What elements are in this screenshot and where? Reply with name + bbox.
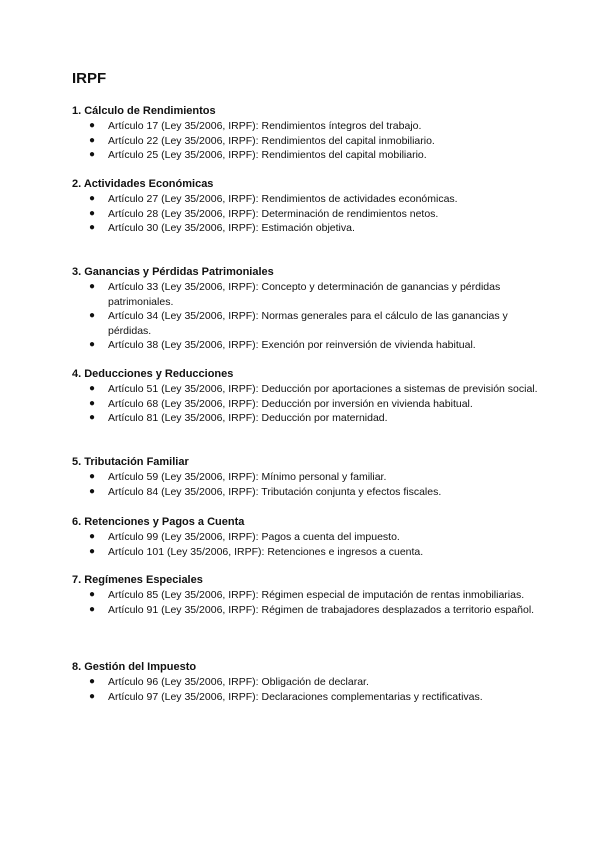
bullet-icon: ● bbox=[89, 149, 96, 160]
bullet-icon: ● bbox=[89, 339, 96, 350]
list-item bbox=[72, 207, 542, 222]
article-list bbox=[72, 675, 542, 704]
list-item bbox=[72, 309, 542, 338]
article-text: Artículo 81 (Ley 35/2006, IRPF): Deducción por maternidad. bbox=[108, 412, 388, 424]
section-deducciones-reducciones bbox=[72, 367, 542, 426]
bullet-icon: ● bbox=[89, 310, 96, 321]
list-item bbox=[72, 192, 542, 207]
bullet-icon: ● bbox=[89, 134, 96, 146]
article-text: Artículo 22 (Ley 35/2006, IRPF): Rendimientos del capital inmobiliario. bbox=[108, 134, 435, 147]
section-ganancias-perdidas bbox=[72, 265, 542, 353]
article-text: Artículo 34 (Ley 35/2006, IRPF): Normas generales para el cálculo de las ganancias y pérdidas. bbox=[108, 310, 508, 337]
bullet-icon: ● bbox=[89, 120, 96, 131]
list-item bbox=[72, 530, 542, 545]
bullet-icon: ● bbox=[89, 471, 96, 482]
article-text: Artículo 33 (Ley 35/2006, IRPF): Concepto y determinación de ganancias y pérdidas patrimoniales. bbox=[108, 281, 501, 308]
list-item bbox=[72, 397, 542, 412]
bullet-icon: ● bbox=[89, 589, 96, 600]
article-text: Artículo 25 (Ley 35/2006, IRPF): Rendimientos del capital mobiliario. bbox=[108, 149, 427, 161]
document-title: IRPF bbox=[72, 70, 107, 87]
section-gestion-impuesto bbox=[72, 660, 542, 704]
article-list bbox=[72, 470, 542, 499]
section-tributacion-familiar bbox=[72, 455, 542, 499]
section-heading: 5. Tributación Familiar bbox=[72, 456, 189, 468]
list-item bbox=[72, 485, 542, 500]
list-item bbox=[72, 603, 542, 618]
article-list bbox=[72, 280, 542, 353]
article-text: Artículo 97 (Ley 35/2006, IRPF): Declaraciones complementarias y rectificativas. bbox=[108, 690, 483, 703]
list-item bbox=[72, 675, 542, 690]
bullet-icon: ● bbox=[89, 485, 96, 497]
list-item bbox=[72, 338, 542, 353]
bullet-icon: ● bbox=[89, 281, 96, 292]
section-heading: 2. Actividades Económicas bbox=[72, 178, 214, 190]
section-calculo-rendimientos bbox=[72, 104, 542, 163]
list-item bbox=[72, 119, 542, 134]
list-item bbox=[72, 411, 542, 426]
bullet-icon: ● bbox=[89, 207, 96, 219]
section-heading: 7. Regímenes Especiales bbox=[72, 574, 203, 586]
bullet-icon: ● bbox=[89, 412, 96, 423]
section-retenciones-pagos bbox=[72, 515, 542, 559]
article-text: Artículo 38 (Ley 35/2006, IRPF): Exención por reinversión de vivienda habitual. bbox=[108, 339, 476, 351]
section-regimenes-especiales bbox=[72, 573, 542, 617]
article-text: Artículo 59 (Ley 35/2006, IRPF): Mínimo personal y familiar. bbox=[108, 471, 387, 483]
bullet-icon: ● bbox=[89, 397, 96, 409]
list-item bbox=[72, 545, 542, 560]
list-item bbox=[72, 221, 542, 236]
section-heading: 3. Ganancias y Pérdidas Patrimoniales bbox=[72, 266, 274, 278]
article-list bbox=[72, 192, 542, 236]
article-list bbox=[72, 530, 542, 559]
list-item bbox=[72, 690, 542, 705]
article-text: Artículo 28 (Ley 35/2006, IRPF): Determinación de rendimientos netos. bbox=[108, 207, 439, 220]
section-heading: 8. Gestión del Impuesto bbox=[72, 661, 197, 673]
list-item bbox=[72, 588, 542, 603]
list-item bbox=[72, 280, 542, 309]
bullet-icon: ● bbox=[89, 383, 96, 394]
list-item bbox=[72, 470, 542, 485]
article-text: Artículo 30 (Ley 35/2006, IRPF): Estimación objetiva. bbox=[108, 222, 355, 234]
list-item bbox=[72, 382, 542, 397]
list-item bbox=[72, 134, 542, 149]
section-heading: 4. Deducciones y Reducciones bbox=[72, 368, 234, 380]
bullet-icon: ● bbox=[89, 676, 96, 687]
article-text: Artículo 17 (Ley 35/2006, IRPF): Rendimientos íntegros del trabajo. bbox=[108, 120, 422, 132]
list-item bbox=[72, 148, 542, 163]
article-text: Artículo 96 (Ley 35/2006, IRPF): Obligación de declarar. bbox=[108, 676, 369, 688]
bullet-icon: ● bbox=[89, 690, 96, 702]
section-heading: 1. Cálculo de Rendimientos bbox=[72, 105, 216, 117]
bullet-icon: ● bbox=[89, 222, 96, 233]
article-text: Artículo 51 (Ley 35/2006, IRPF): Deducción por aportaciones a sistemas de previsión social. bbox=[108, 383, 538, 395]
bullet-icon: ● bbox=[89, 531, 96, 542]
bullet-icon: ● bbox=[89, 193, 96, 204]
article-text: Artículo 27 (Ley 35/2006, IRPF): Rendimientos de actividades económicas. bbox=[108, 193, 458, 205]
article-text: Artículo 84 (Ley 35/2006, IRPF): Tributación conjunta y efectos fiscales. bbox=[108, 485, 442, 498]
article-text: Artículo 91 (Ley 35/2006, IRPF): Régimen de trabajadores desplazados a territorio español. bbox=[108, 603, 535, 616]
article-text: Artículo 99 (Ley 35/2006, IRPF): Pagos a cuenta del impuesto. bbox=[108, 531, 400, 543]
section-actividades-economicas bbox=[72, 177, 542, 236]
section-heading: 6. Retenciones y Pagos a Cuenta bbox=[72, 516, 245, 528]
article-text: Artículo 68 (Ley 35/2006, IRPF): Deducción por inversión en vivienda habitual. bbox=[108, 397, 473, 410]
bullet-icon: ● bbox=[89, 603, 96, 615]
article-list bbox=[72, 588, 542, 617]
article-text: Artículo 85 (Ley 35/2006, IRPF): Régimen especial de imputación de rentas inmobiliarias. bbox=[108, 589, 525, 601]
bullet-icon: ● bbox=[89, 545, 96, 557]
article-list bbox=[72, 382, 542, 426]
article-text: Artículo 101 (Ley 35/2006, IRPF): Retenciones e ingresos a cuenta. bbox=[108, 545, 424, 558]
article-list bbox=[72, 119, 542, 163]
